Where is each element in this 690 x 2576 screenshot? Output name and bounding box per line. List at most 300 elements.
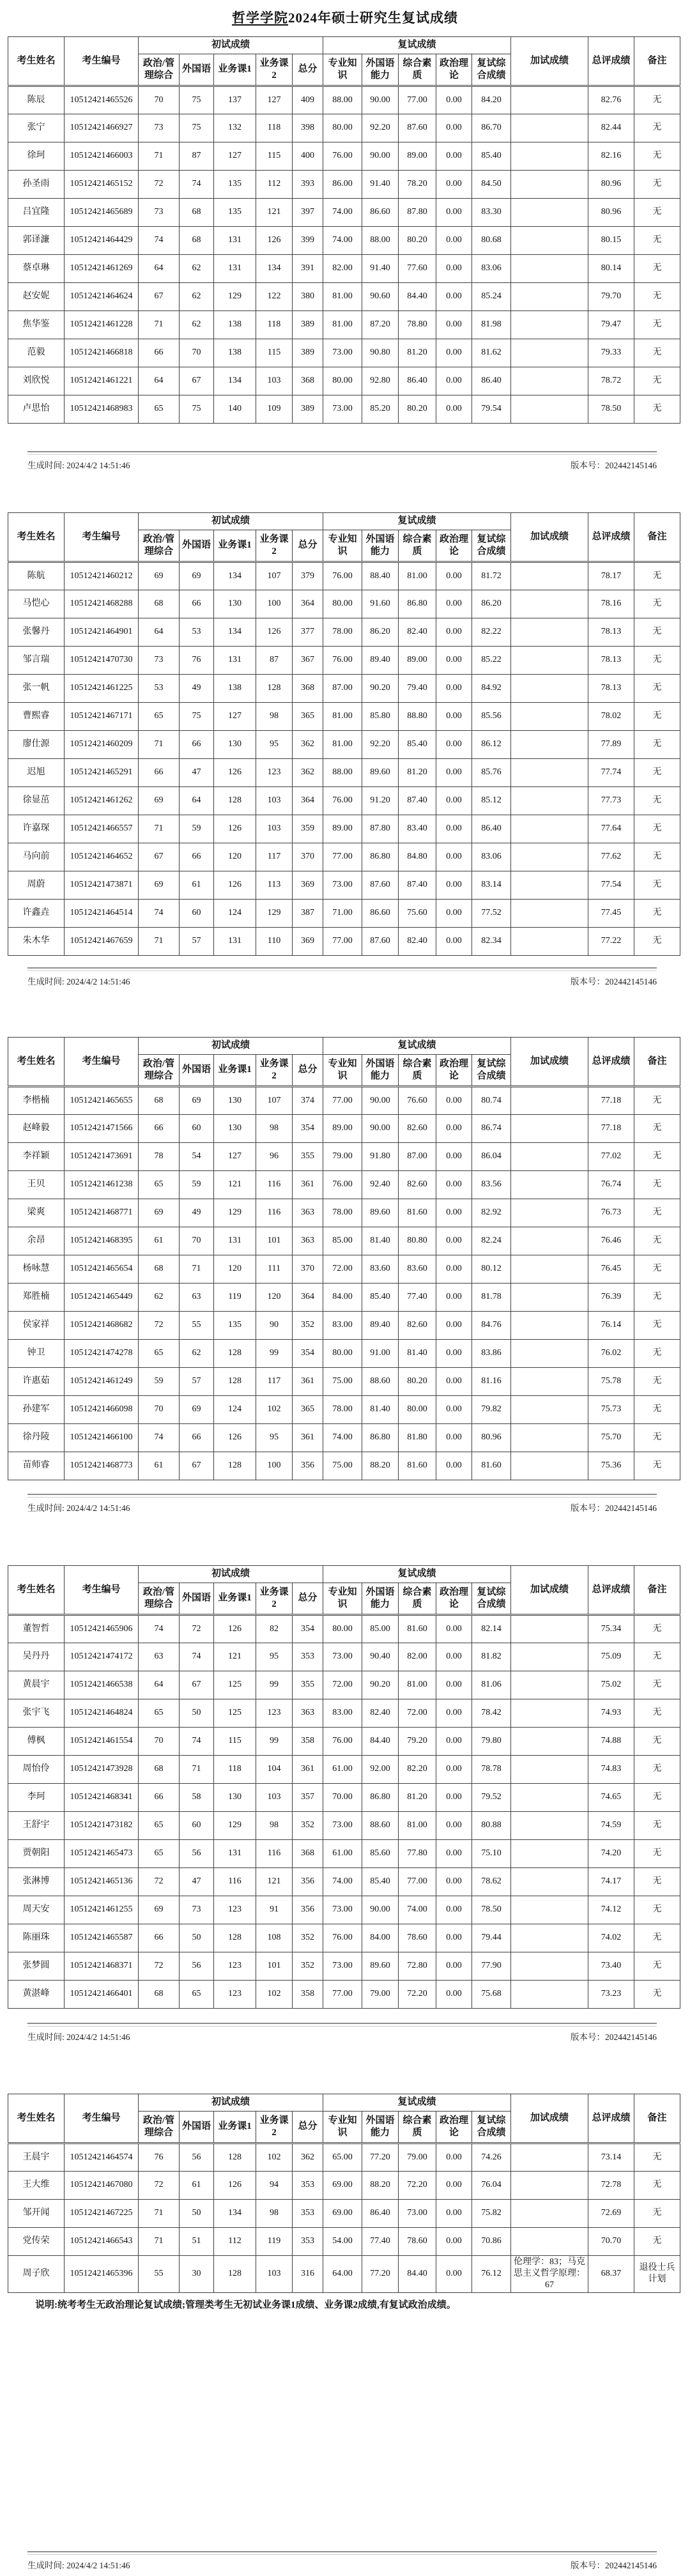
cell-remark: 无	[634, 590, 680, 618]
cell-retest-score: 77.52	[472, 900, 511, 928]
cell-retest-score: 79.80	[472, 1728, 511, 1756]
cell-name: 范毅	[8, 339, 65, 367]
col-header-remark: 备注	[634, 513, 680, 562]
sub-header-1: 外国语	[180, 1055, 214, 1087]
page-footer	[27, 967, 657, 987]
cell-remark: 无	[634, 618, 680, 647]
cell-total: 370	[293, 1255, 323, 1284]
cell-course1: 118	[214, 1756, 256, 1784]
cell-foreign-ability: 86.40	[362, 2200, 399, 2228]
cell-total: 354	[293, 1615, 323, 1643]
cell-professional: 82.00	[323, 255, 362, 283]
col-header-additional-test: 加试成绩	[511, 1566, 588, 1615]
table-row	[8, 759, 680, 787]
cell-name: 许惠茹	[8, 1368, 65, 1396]
cell-name: 黄湛峰	[8, 1981, 65, 2009]
cell-course2: 118	[256, 311, 293, 339]
cell-retest-score: 84.92	[472, 675, 511, 703]
cell-overall: 77.74	[588, 759, 634, 787]
sub-header-6: 外国语能力	[362, 2112, 399, 2143]
table-row	[8, 787, 680, 815]
cell-foreign-ability: 90.40	[362, 1643, 399, 1671]
table-row	[8, 86, 680, 114]
cell-remark: 无	[634, 1452, 680, 1480]
cell-political-theory: 0.00	[436, 2200, 472, 2228]
table-row	[8, 618, 680, 647]
cell-course2: 98	[256, 1115, 293, 1143]
cell-professional: 87.00	[323, 675, 362, 703]
cell-course2: 94	[256, 2172, 293, 2200]
cell-id: 10512421465654	[65, 1255, 139, 1284]
cell-id: 10512421460212	[65, 562, 139, 590]
cell-foreign-ability: 87.60	[362, 928, 399, 956]
sub-header-4: 总分	[293, 1583, 323, 1615]
cell-comprehensive: 76.60	[399, 1087, 436, 1115]
cell-politics: 66	[139, 1924, 180, 1952]
table-row	[8, 1115, 680, 1143]
cell-course2: 96	[256, 1143, 293, 1171]
cell-id: 10512421461269	[65, 255, 139, 283]
cell-overall: 78.13	[588, 618, 634, 647]
cell-foreign-ability: 88.20	[362, 1452, 399, 1480]
cell-total: 409	[293, 86, 323, 114]
cell-course2: 99	[256, 1671, 293, 1699]
cell-politics: 65	[139, 1171, 180, 1199]
cell-course1: 132	[214, 114, 256, 142]
cell-course1: 137	[214, 86, 256, 114]
table-row	[8, 1756, 680, 1784]
cell-political-theory: 0.00	[436, 1227, 472, 1255]
cell-professional: 75.00	[323, 1452, 362, 1480]
cell-total: 363	[293, 1699, 323, 1728]
cell-politics: 66	[139, 1115, 180, 1143]
cell-course1: 124	[214, 900, 256, 928]
cell-total: 379	[293, 562, 323, 590]
table-row	[8, 703, 680, 731]
cell-political-theory: 0.00	[436, 227, 472, 255]
cell-course2: 101	[256, 1227, 293, 1255]
cell-overall: 73.23	[588, 1981, 634, 2009]
cell-name: 周天安	[8, 1896, 65, 1924]
cell-course2: 102	[256, 1396, 293, 1424]
cell-retest-score: 81.62	[472, 339, 511, 367]
cell-additional-test	[511, 227, 588, 255]
cell-overall: 72.78	[588, 2172, 634, 2200]
cell-comprehensive: 72.20	[399, 2172, 436, 2200]
cell-remark: 无	[634, 1840, 680, 1868]
cell-course1: 134	[214, 562, 256, 590]
sub-header-1: 外国语	[180, 530, 214, 562]
cell-foreign-lang: 50	[180, 2200, 214, 2228]
cell-retest-score: 86.70	[472, 114, 511, 142]
cell-total: 364	[293, 787, 323, 815]
cell-professional: 76.00	[323, 562, 362, 590]
cell-id: 10512421468682	[65, 1312, 139, 1340]
cell-additional-test	[511, 311, 588, 339]
cell-political-theory: 0.00	[436, 900, 472, 928]
cell-professional: 73.00	[323, 339, 362, 367]
cell-retest-score: 76.12	[472, 2256, 511, 2293]
generated-time-label: 生成时间: 2024/4/2 14:51:46	[27, 461, 130, 470]
cell-course1: 128	[214, 787, 256, 815]
sub-header-7: 综合素质	[399, 1055, 436, 1087]
sub-header-3: 业务课2	[256, 2112, 293, 2143]
cell-political-theory: 0.00	[436, 1115, 472, 1143]
cell-foreign-ability: 88.40	[362, 562, 399, 590]
cell-course2: 100	[256, 590, 293, 618]
cell-political-theory: 0.00	[436, 283, 472, 311]
sub-header-2: 业务课1	[214, 54, 256, 86]
cell-remark: 无	[634, 339, 680, 367]
sub-header-6: 外国语能力	[362, 1583, 399, 1615]
cell-total: 370	[293, 843, 323, 871]
cell-comprehensive: 80.20	[399, 227, 436, 255]
cell-overall: 78.50	[588, 395, 634, 424]
cell-course1: 140	[214, 395, 256, 424]
cell-name: 侯家祥	[8, 1312, 65, 1340]
sub-header-2: 业务课1	[214, 1055, 256, 1087]
cell-political-theory: 0.00	[436, 647, 472, 675]
cell-course2: 95	[256, 731, 293, 759]
cell-political-theory: 0.00	[436, 618, 472, 647]
cell-overall: 74.02	[588, 1924, 634, 1952]
cell-political-theory: 0.00	[436, 395, 472, 424]
cell-course2: 121	[256, 199, 293, 227]
cell-course2: 82	[256, 1615, 293, 1643]
cell-foreign-ability: 81.40	[362, 1396, 399, 1424]
cell-total: 398	[293, 114, 323, 142]
cell-comprehensive: 83.40	[399, 815, 436, 843]
table-row	[8, 1981, 680, 2009]
cell-foreign-lang: 55	[180, 1312, 214, 1340]
group-header-initial-scores: 初试成绩	[139, 513, 323, 530]
table-row	[8, 1952, 680, 1981]
cell-politics: 62	[139, 1284, 180, 1312]
col-header-overall-score: 总评成绩	[588, 1038, 634, 1087]
cell-foreign-ability: 85.40	[362, 1868, 399, 1896]
cell-total: 369	[293, 871, 323, 900]
cell-course2: 107	[256, 1087, 293, 1115]
table-row	[8, 1171, 680, 1199]
cell-course2: 115	[256, 142, 293, 171]
cell-comprehensive: 79.00	[399, 2143, 436, 2172]
cell-political-theory: 0.00	[436, 114, 472, 142]
cell-additional-test	[511, 1199, 588, 1227]
cell-political-theory: 0.00	[436, 1396, 472, 1424]
cell-total: 352	[293, 1312, 323, 1340]
page-footer	[27, 2551, 657, 2571]
cell-professional: 76.00	[323, 647, 362, 675]
cell-foreign-ability: 87.20	[362, 311, 399, 339]
cell-additional-test	[511, 1699, 588, 1728]
cell-total: 361	[293, 1368, 323, 1396]
cell-id: 10512421461554	[65, 1728, 139, 1756]
cell-additional-test	[511, 1368, 588, 1396]
cell-professional: 77.00	[323, 1087, 362, 1115]
cell-remark: 无	[634, 1756, 680, 1784]
col-header-candidate-name: 考生姓名	[8, 1038, 65, 1087]
col-header-candidate-name: 考生姓名	[8, 1566, 65, 1615]
cell-comprehensive: 83.60	[399, 1255, 436, 1284]
cell-retest-score: 85.56	[472, 703, 511, 731]
cell-total: 369	[293, 928, 323, 956]
cell-foreign-ability: 89.60	[362, 759, 399, 787]
cell-comprehensive: 81.00	[399, 562, 436, 590]
cell-course2: 134	[256, 255, 293, 283]
cell-foreign-ability: 85.80	[362, 703, 399, 731]
cell-politics: 71	[139, 928, 180, 956]
cell-comprehensive: 81.00	[399, 1671, 436, 1699]
score-table-page-5	[8, 2094, 680, 2293]
cell-foreign-ability: 90.20	[362, 675, 399, 703]
cell-professional: 75.00	[323, 1368, 362, 1396]
cell-additional-test	[511, 1671, 588, 1699]
sub-header-2: 业务课1	[214, 1583, 256, 1615]
cell-course1: 126	[214, 759, 256, 787]
table-row	[8, 1671, 680, 1699]
cell-comprehensive: 81.00	[399, 1812, 436, 1840]
cell-course1: 123	[214, 1981, 256, 2009]
cell-course1: 120	[214, 843, 256, 871]
cell-political-theory: 0.00	[436, 1924, 472, 1952]
cell-comprehensive: 84.40	[399, 283, 436, 311]
cell-course2: 113	[256, 871, 293, 900]
cell-professional: 70.00	[323, 1784, 362, 1812]
cell-course2: 128	[256, 675, 293, 703]
cell-retest-score: 78.62	[472, 1868, 511, 1896]
cell-foreign-lang: 30	[180, 2256, 214, 2293]
cell-political-theory: 0.00	[436, 928, 472, 956]
cell-foreign-lang: 74	[180, 171, 214, 199]
cell-name: 王舒宇	[8, 1812, 65, 1840]
cell-additional-test	[511, 199, 588, 227]
cell-id: 10512421468395	[65, 1227, 139, 1255]
cell-retest-score: 80.88	[472, 1812, 511, 1840]
cell-foreign-ability: 92.00	[362, 1756, 399, 1784]
cell-course1: 124	[214, 1396, 256, 1424]
cell-professional: 76.00	[323, 1171, 362, 1199]
cell-overall: 79.70	[588, 283, 634, 311]
table-row	[8, 1812, 680, 1840]
cell-politics: 65	[139, 395, 180, 424]
cell-course2: 116	[256, 1840, 293, 1868]
cell-remark: 无	[634, 395, 680, 424]
table-row	[8, 562, 680, 590]
cell-total: 361	[293, 1171, 323, 1199]
cell-total: 354	[293, 1115, 323, 1143]
cell-id: 10512421461255	[65, 1896, 139, 1924]
col-header-additional-test: 加试成绩	[511, 1038, 588, 1087]
cell-course2: 102	[256, 2143, 293, 2172]
table-row	[8, 1143, 680, 1171]
cell-id: 10512421465136	[65, 1868, 139, 1896]
cell-comprehensive: 77.40	[399, 1284, 436, 1312]
cell-political-theory: 0.00	[436, 1312, 472, 1340]
cell-retest-score: 86.74	[472, 1115, 511, 1143]
cell-retest-score: 82.34	[472, 928, 511, 956]
cell-politics: 71	[139, 142, 180, 171]
table-row	[8, 255, 680, 283]
cell-additional-test	[511, 1784, 588, 1812]
cell-course1: 112	[214, 2228, 256, 2256]
cell-political-theory: 0.00	[436, 731, 472, 759]
cell-id: 10512421468371	[65, 1952, 139, 1981]
cell-politics: 68	[139, 590, 180, 618]
cell-additional-test	[511, 618, 588, 647]
cell-name: 孙圣雨	[8, 171, 65, 199]
cell-foreign-lang: 62	[180, 255, 214, 283]
cell-politics: 71	[139, 731, 180, 759]
cell-name: 徐珂	[8, 142, 65, 171]
cell-foreign-ability: 89.40	[362, 1312, 399, 1340]
cell-political-theory: 0.00	[436, 759, 472, 787]
sub-header-8: 政治理论	[436, 1055, 472, 1087]
col-header-remark: 备注	[634, 2094, 680, 2143]
cell-course1: 130	[214, 731, 256, 759]
cell-additional-test	[511, 283, 588, 311]
cell-name: 王晨宇	[8, 2143, 65, 2172]
cell-professional: 72.00	[323, 1671, 362, 1699]
cell-overall: 74.59	[588, 1812, 634, 1840]
cell-course2: 90	[256, 1312, 293, 1340]
sub-header-8: 政治理论	[436, 1583, 472, 1615]
explanation-note: 说明:统考考生无政治理论复试成绩;管理类考生无初试业务课1成绩、业务课2成绩,有复试政治成绩。	[35, 2300, 456, 2310]
cell-course2: 101	[256, 1952, 293, 1981]
cell-course1: 126	[214, 2172, 256, 2200]
cell-course2: 99	[256, 1728, 293, 1756]
cell-professional: 73.00	[323, 1896, 362, 1924]
score-table-page-3	[8, 1037, 680, 1480]
cell-course1: 120	[214, 1255, 256, 1284]
cell-id: 10512421473691	[65, 1143, 139, 1171]
cell-retest-score: 79.44	[472, 1924, 511, 1952]
cell-retest-score: 81.82	[472, 1643, 511, 1671]
cell-comprehensive: 79.40	[399, 675, 436, 703]
cell-additional-test	[511, 703, 588, 731]
cell-additional-test	[511, 815, 588, 843]
cell-foreign-ability: 90.00	[362, 1087, 399, 1115]
col-header-candidate-id: 考生编号	[65, 2094, 139, 2143]
cell-retest-score: 82.24	[472, 1227, 511, 1255]
cell-total: 362	[293, 2143, 323, 2172]
table-row	[8, 1728, 680, 1756]
cell-course2: 103	[256, 367, 293, 395]
cell-politics: 66	[139, 759, 180, 787]
cell-comprehensive: 78.60	[399, 2228, 436, 2256]
cell-foreign-ability: 92.80	[362, 367, 399, 395]
cell-additional-test	[511, 647, 588, 675]
cell-retest-score: 81.98	[472, 311, 511, 339]
cell-comprehensive: 85.40	[399, 731, 436, 759]
cell-political-theory: 0.00	[436, 1284, 472, 1312]
cell-name: 王大维	[8, 2172, 65, 2200]
table-row	[8, 647, 680, 675]
cell-politics: 74	[139, 900, 180, 928]
cell-political-theory: 0.00	[436, 1368, 472, 1396]
cell-remark: 无	[634, 759, 680, 787]
cell-course2: 87	[256, 647, 293, 675]
cell-remark: 无	[634, 2143, 680, 2172]
cell-overall: 68.37	[588, 2256, 634, 2293]
cell-political-theory: 0.00	[436, 1896, 472, 1924]
cell-id: 10512421473871	[65, 871, 139, 900]
cell-political-theory: 0.00	[436, 1424, 472, 1452]
cell-overall: 77.89	[588, 731, 634, 759]
cell-foreign-ability: 88.60	[362, 1812, 399, 1840]
cell-foreign-ability: 92.20	[362, 114, 399, 142]
cell-name: 吕宜隆	[8, 199, 65, 227]
title-rest: 2024年硕士研究生复试成绩	[288, 10, 458, 26]
table-row	[8, 1284, 680, 1312]
table-row	[8, 367, 680, 395]
cell-foreign-ability: 85.60	[362, 1840, 399, 1868]
cell-additional-test	[511, 142, 588, 171]
table-row	[8, 1896, 680, 1924]
cell-foreign-ability: 86.60	[362, 900, 399, 928]
cell-professional: 89.00	[323, 1115, 362, 1143]
cell-additional-test	[511, 2228, 588, 2256]
cell-overall: 80.96	[588, 171, 634, 199]
cell-remark: 无	[634, 787, 680, 815]
cell-foreign-ability: 88.20	[362, 2172, 399, 2200]
cell-overall: 82.16	[588, 142, 634, 171]
cell-course1: 123	[214, 1952, 256, 1981]
cell-id: 10512421466100	[65, 1424, 139, 1452]
table-row	[8, 1924, 680, 1952]
cell-retest-score: 80.12	[472, 1255, 511, 1284]
cell-comprehensive: 81.60	[399, 1452, 436, 1480]
cell-political-theory: 0.00	[436, 339, 472, 367]
cell-id: 10512421461221	[65, 367, 139, 395]
cell-professional: 74.00	[323, 199, 362, 227]
cell-foreign-lang: 62	[180, 283, 214, 311]
sub-header-4: 总分	[293, 1055, 323, 1087]
cell-name: 张馨丹	[8, 618, 65, 647]
cell-retest-score: 81.72	[472, 562, 511, 590]
cell-foreign-ability: 91.20	[362, 787, 399, 815]
cell-politics: 76	[139, 2143, 180, 2172]
table-row	[8, 171, 680, 199]
cell-foreign-ability: 87.60	[362, 871, 399, 900]
cell-remark: 无	[634, 1171, 680, 1199]
cell-additional-test	[511, 1756, 588, 1784]
cell-retest-score: 80.74	[472, 1087, 511, 1115]
cell-foreign-ability: 84.40	[362, 1728, 399, 1756]
cell-id: 10512421465689	[65, 199, 139, 227]
cell-course2: 98	[256, 2200, 293, 2228]
cell-overall: 82.44	[588, 114, 634, 142]
cell-course1: 115	[214, 1728, 256, 1756]
cell-remark: 无	[634, 2228, 680, 2256]
cell-course1: 131	[214, 1840, 256, 1868]
footer-divider	[27, 1494, 657, 1498]
cell-course1: 126	[214, 1615, 256, 1643]
cell-remark: 无	[634, 255, 680, 283]
sub-header-3: 业务课2	[256, 530, 293, 562]
cell-remark: 无	[634, 1699, 680, 1728]
cell-course2: 122	[256, 283, 293, 311]
cell-politics: 72	[139, 171, 180, 199]
footer-divider	[27, 967, 657, 971]
cell-retest-score: 75.82	[472, 2200, 511, 2228]
cell-course1: 135	[214, 199, 256, 227]
sub-header-1: 外国语	[180, 2112, 214, 2143]
sub-header-1: 外国语	[180, 54, 214, 86]
cell-additional-test	[511, 114, 588, 142]
table-row	[8, 114, 680, 142]
cell-total: 364	[293, 590, 323, 618]
cell-id: 10512421464652	[65, 843, 139, 871]
